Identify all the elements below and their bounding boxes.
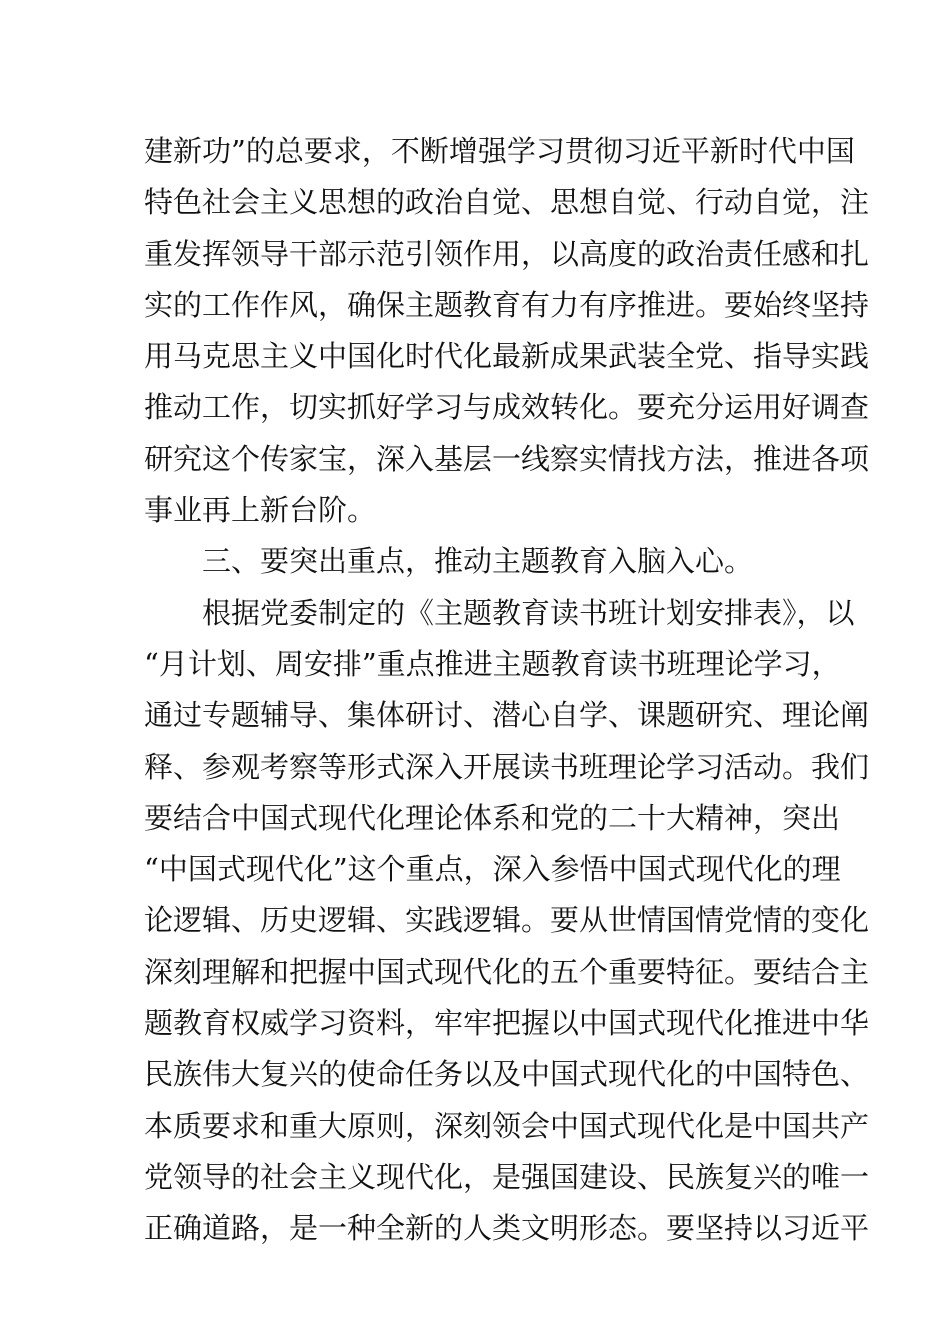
text-line: 党领导的社会主义现代化，是强国建设、民族复兴的唯一 bbox=[144, 1159, 870, 1194]
text-line: “中国式现代化”这个重点，深入参悟中国式现代化的理 bbox=[144, 852, 841, 887]
text-line: 用马克思主义中国化时代化最新成果武装全党、指导实践 bbox=[144, 339, 870, 374]
text-line: 本质要求和重大原则，深刻领会中国式现代化是中国共产 bbox=[144, 1108, 870, 1143]
text-line: 释、参观考察等形式深入开展读书班理论学习活动。我们 bbox=[144, 749, 870, 784]
text-line: 通过专题辅导、集体研讨、潜心自学、课题研究、理论阐 bbox=[144, 698, 870, 733]
text-line: 根据党委制定的《主题教育读书班计划安排表》，以 bbox=[144, 595, 855, 630]
text-line: 要结合中国式现代化理论体系和党的二十大精神，突出 bbox=[144, 800, 841, 835]
text-line: 实的工作作风，确保主题教育有力有序推进。要始终坚持 bbox=[144, 287, 870, 322]
text-line: 题教育权威学习资料，牢牢把握以中国式现代化推进中华 bbox=[144, 1006, 870, 1041]
text-line: 重发挥领导干部示范引领作用，以高度的政治责任感和扎 bbox=[144, 236, 870, 271]
text-line: “月计划、周安排”重点推进主题教育读书班理论学习， bbox=[144, 646, 841, 681]
text-line: 民族伟大复兴的使命任务以及中国式现代化的中国特色、 bbox=[144, 1057, 870, 1092]
text-line: 建新功”的总要求，不断增强学习贯彻习近平新时代中国 bbox=[144, 134, 855, 168]
text-line: 特色社会主义思想的政治自觉、思想自觉、行动自觉，注 bbox=[144, 185, 870, 220]
text-line: 研究这个传家宝，深入基层一线察实情找方法，推进各项 bbox=[144, 441, 870, 476]
text-line: 深刻理解和把握中国式现代化的五个重要特征。要结合主 bbox=[144, 954, 870, 989]
text-line: 正确道路，是一种全新的人类文明形态。要坚持以习近平 bbox=[144, 1211, 870, 1246]
document-body bbox=[144, 126, 870, 1255]
section-heading: 三、要突出重点，推动主题教育入脑入心。 bbox=[144, 544, 754, 579]
text-line: 推动工作，切实抓好学习与成效转化。要充分运用好调查 bbox=[144, 390, 870, 425]
text-line: 论逻辑、历史逻辑、实践逻辑。要从世情国情党情的变化 bbox=[144, 903, 870, 938]
text-line: 事业再上新台阶。 bbox=[144, 493, 377, 528]
